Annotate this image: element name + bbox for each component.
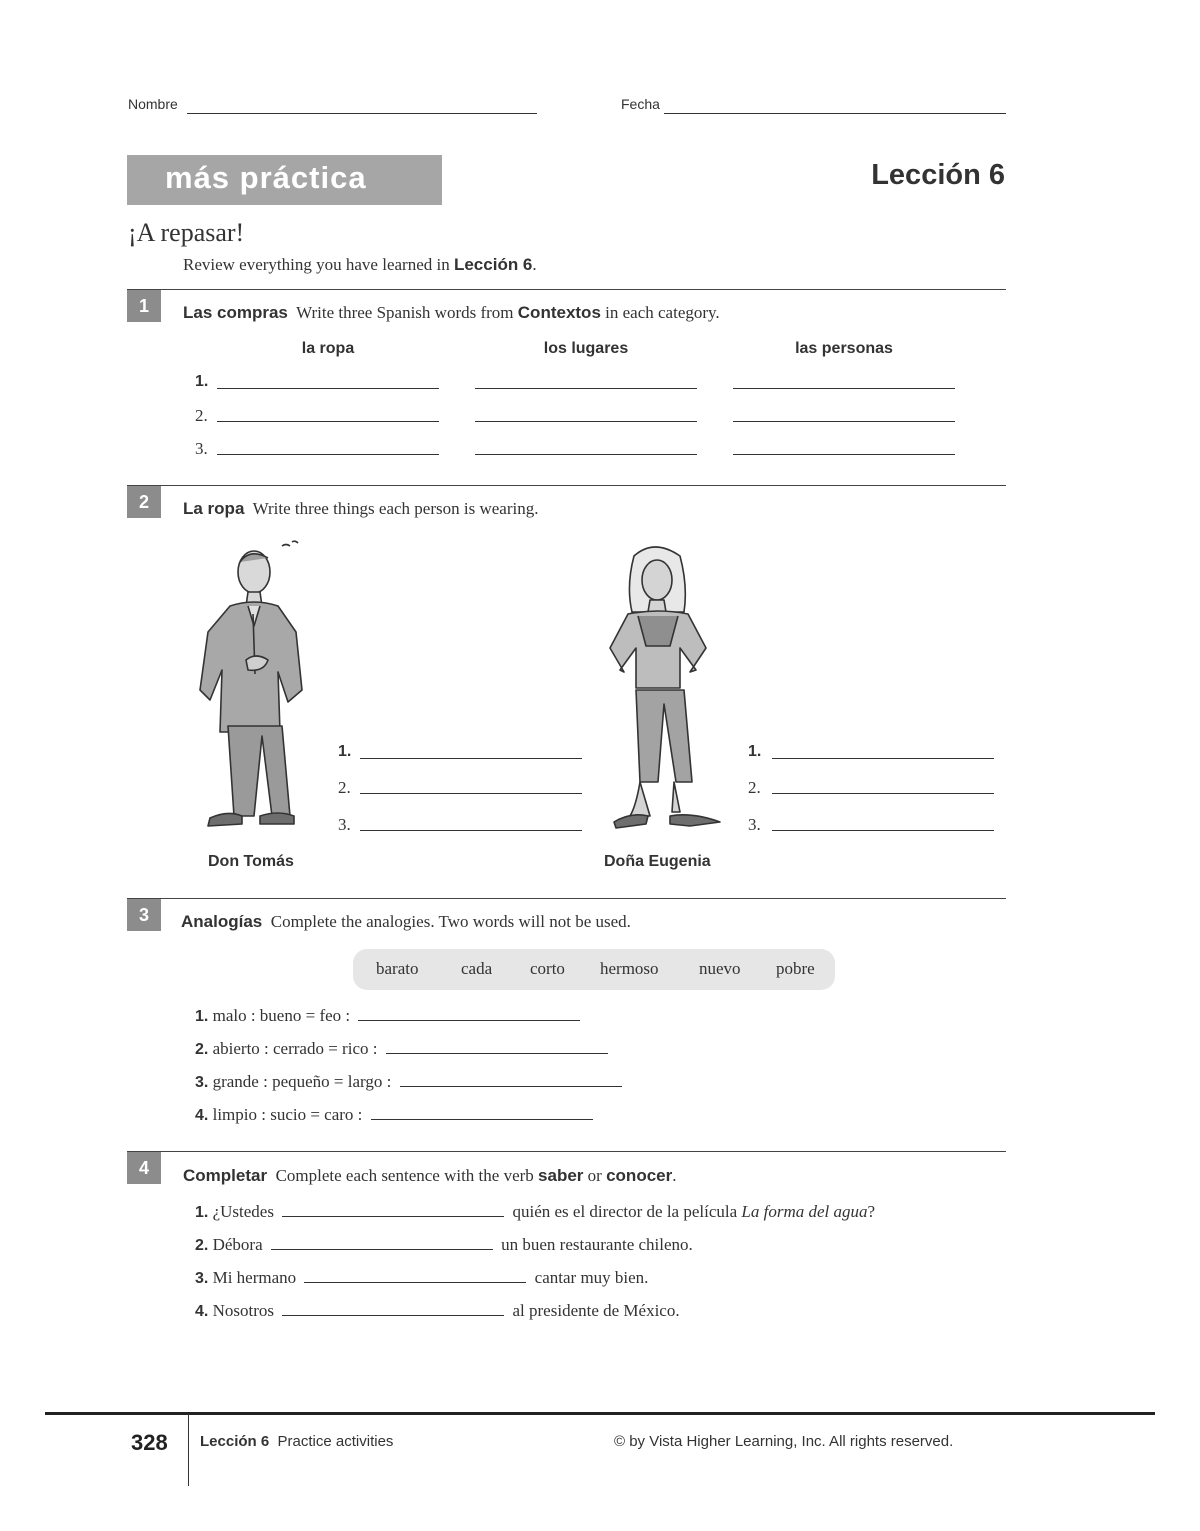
answer-blank[interactable] <box>360 758 582 759</box>
section-divider <box>127 289 1006 290</box>
section1-title <box>183 303 720 323</box>
answer-blank[interactable] <box>304 1281 526 1283</box>
answer-blank[interactable] <box>733 388 955 389</box>
answer-blank[interactable] <box>217 454 439 455</box>
sentence-start: ¿Ustedes <box>212 1202 274 1221</box>
column-header-ropa: la ropa <box>301 340 355 357</box>
dona-eugenia-illustration <box>600 546 724 834</box>
sentence-end: cantar muy bien. <box>534 1268 649 1287</box>
column-header-personas: las personas <box>795 340 893 357</box>
row-number: 1. <box>195 373 209 390</box>
page-heading: ¡A repasar! <box>128 218 245 247</box>
row-number: 3. <box>338 815 351 834</box>
word-bank <box>353 949 835 990</box>
row-number: 3. <box>195 439 208 458</box>
fecha-field[interactable] <box>664 113 1006 114</box>
analogy-text: abierto : cerrado = rico : <box>212 1039 378 1058</box>
answer-blank[interactable] <box>217 421 439 422</box>
answer-blank[interactable] <box>475 454 697 455</box>
answer-blank[interactable] <box>271 1248 493 1250</box>
footer-rule <box>45 1412 1155 1415</box>
item-number: 3. <box>195 1074 209 1091</box>
footer-divider <box>188 1414 189 1486</box>
section1-name: Las compras <box>183 303 288 322</box>
banner-text: más práctica <box>165 160 367 195</box>
nombre-label: Nombre <box>128 96 178 112</box>
word-bank-item: cada <box>461 959 493 978</box>
row-number: 2. <box>338 778 351 797</box>
answer-blank[interactable] <box>733 454 955 455</box>
movie-title: La forma del agua <box>741 1202 868 1221</box>
sentence-end: al presidente de México. <box>512 1301 680 1320</box>
row-number: 2. <box>195 406 208 425</box>
answer-blank[interactable] <box>282 1314 504 1316</box>
answer-blank[interactable] <box>772 758 994 759</box>
analogy-item <box>195 1072 626 1092</box>
sentence-punct: ? <box>867 1202 876 1221</box>
section-number-1: 1 <box>127 290 161 322</box>
section4-title <box>183 1166 676 1186</box>
caption-don-tomas: Don Tomás <box>208 853 294 870</box>
section4-keyword-conocer: conocer <box>606 1166 673 1185</box>
lesson-title: Lección 6 <box>871 159 1005 191</box>
answer-blank[interactable] <box>475 388 697 389</box>
sentence-item <box>195 1235 693 1255</box>
word-bank-item: pobre <box>776 959 815 978</box>
answer-blank[interactable] <box>282 1215 504 1217</box>
item-number: 4. <box>195 1303 209 1320</box>
answer-blank[interactable] <box>475 421 697 422</box>
sentence-item <box>195 1301 680 1321</box>
page-number: 328 <box>131 1430 168 1455</box>
section3-name: Analogías <box>181 912 263 931</box>
sentence-start: Nosotros <box>212 1301 274 1320</box>
review-instructions <box>183 255 537 275</box>
review-end: . <box>532 255 537 274</box>
nombre-field[interactable] <box>187 113 537 114</box>
word-bank-item: hermoso <box>600 959 659 978</box>
answer-blank[interactable] <box>371 1118 593 1120</box>
answer-blank[interactable] <box>772 830 994 831</box>
sentence-start: Débora <box>212 1235 263 1254</box>
don-tomas-illustration <box>196 540 314 832</box>
row-number: 1. <box>748 743 762 760</box>
section4-instr-or: or <box>583 1166 607 1185</box>
section2-instr: Write three things each person is wearing. <box>252 499 539 518</box>
answer-blank[interactable] <box>386 1052 608 1054</box>
analogy-text: grande : pequeño = largo : <box>212 1072 392 1091</box>
section-number-3: 3 <box>127 899 161 931</box>
item-number: 2. <box>195 1041 209 1058</box>
footer-lesson <box>200 1433 393 1450</box>
word-bank-item: nuevo <box>699 959 741 978</box>
answer-blank[interactable] <box>400 1085 622 1087</box>
section4-keyword-saber: saber <box>538 1166 584 1185</box>
row-number: 2. <box>748 778 761 797</box>
sentence-item <box>195 1202 875 1222</box>
section2-title <box>183 499 538 519</box>
section3-instr: Complete the analogies. Two words will not be used. <box>270 912 631 931</box>
mas-practica-banner <box>127 155 442 205</box>
sentence-start: Mi hermano <box>212 1268 297 1287</box>
section-number-4: 4 <box>127 1152 161 1184</box>
word-bank-item: corto <box>530 959 565 978</box>
answer-blank[interactable] <box>358 1019 580 1021</box>
section-divider <box>127 1151 1006 1152</box>
item-number: 1. <box>195 1008 209 1025</box>
answer-blank[interactable] <box>772 793 994 794</box>
section-number-2: 2 <box>127 486 161 518</box>
fecha-label: Fecha <box>621 96 660 112</box>
analogy-item <box>195 1006 584 1026</box>
item-number: 1. <box>195 1204 209 1221</box>
answer-blank[interactable] <box>360 830 582 831</box>
section1-instr-a: Write three Spanish words from <box>296 303 518 322</box>
footer-lesson-name: Lección 6 <box>200 1433 270 1450</box>
row-number: 3. <box>748 815 761 834</box>
sentence-end: quién es el director de la película <box>512 1202 742 1221</box>
analogy-item <box>195 1105 597 1125</box>
sentence-end: un buen restaurante chileno. <box>501 1235 693 1254</box>
sentence-item <box>195 1268 648 1288</box>
footer-subtitle: Practice activities <box>277 1433 394 1450</box>
answer-blank[interactable] <box>733 421 955 422</box>
analogy-text: malo : bueno = feo : <box>212 1006 351 1025</box>
analogy-item <box>195 1039 612 1059</box>
column-header-lugares: los lugares <box>543 340 629 357</box>
section4-name: Completar <box>183 1166 268 1185</box>
review-text: Review everything you have learned in <box>183 255 454 274</box>
footer-copyright: © by Vista Higher Learning, Inc. All rights reserved. <box>614 1433 954 1450</box>
analogy-text: limpio : sucio = caro : <box>212 1105 363 1124</box>
item-number: 3. <box>195 1270 209 1287</box>
item-number: 4. <box>195 1107 209 1124</box>
section-divider <box>127 485 1006 486</box>
item-number: 2. <box>195 1237 209 1254</box>
word-bank-item: barato <box>376 959 419 978</box>
section4-instr-end: . <box>672 1166 677 1185</box>
answer-blank[interactable] <box>360 793 582 794</box>
review-lesson: Lección 6 <box>453 255 533 274</box>
section1-keyword: Contextos <box>517 303 601 322</box>
section-divider <box>127 898 1006 899</box>
row-number: 1. <box>338 743 352 760</box>
section1-instr-b: in each category. <box>600 303 720 322</box>
caption-dona-eugenia: Doña Eugenia <box>604 853 711 870</box>
section2-name: La ropa <box>183 499 245 518</box>
section4-instr-a: Complete each sentence with the verb <box>275 1166 539 1185</box>
section3-title <box>181 912 631 932</box>
answer-blank[interactable] <box>217 388 439 389</box>
